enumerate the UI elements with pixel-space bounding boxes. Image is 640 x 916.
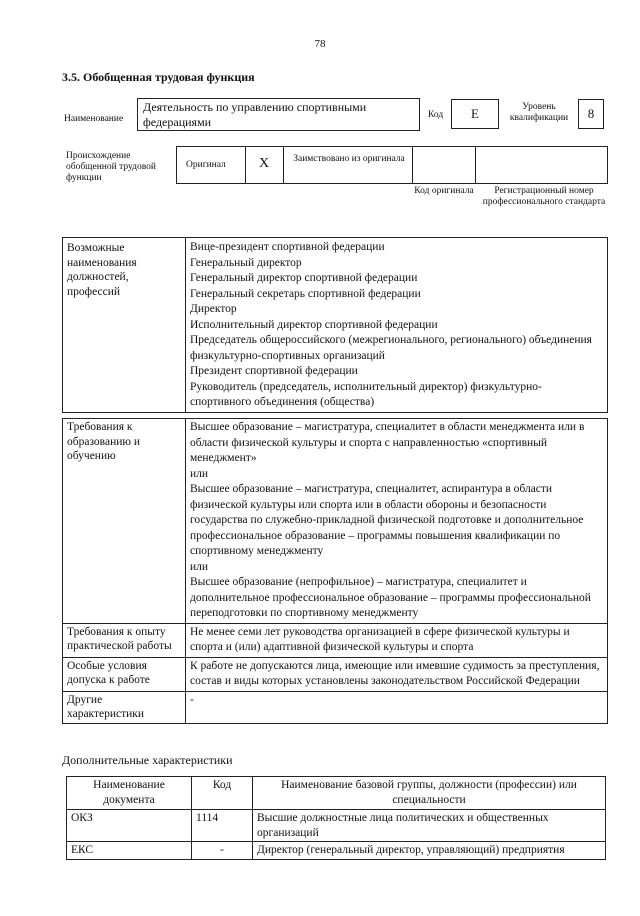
positions-label: Возможные наименования должностей, профессий — [63, 238, 186, 413]
additional-title: Дополнительные характеристики — [62, 753, 233, 767]
position-item: Исполнительный директор спортивной федерации — [190, 318, 438, 331]
row-doc: ЕКС — [67, 842, 192, 860]
conditions-label: Особые условия допуска к работе — [63, 657, 186, 691]
education-item: или — [190, 467, 209, 480]
row-code: - — [192, 842, 253, 860]
position-item: Президент спортивной федерации — [190, 365, 358, 377]
conditions-value: К работе не допускаются лица, имеющие или имевшие судимость за преступления, состав и виды которых установлены законодательством Российской Федерации — [186, 657, 608, 691]
education-label: Требования к образованию и обучению — [63, 419, 186, 624]
section-title: 3.5. Обобщенная трудовая функция — [62, 70, 255, 84]
row-code: 1114 — [192, 810, 253, 842]
position-item: Генеральный директор спортивной федерации — [190, 272, 418, 284]
position-item: Генеральный секретарь спортивной федерации — [190, 287, 421, 300]
col-code-header: Код — [192, 777, 253, 810]
origin-box — [176, 146, 608, 184]
page-number: 78 — [314, 38, 326, 50]
education-item: Высшее образование – магистратура, специалитет, аспирантура в области физической культуры или спорта или в области обороны и безопасности государства по служебно-прикладной физической подготовке и дополнительное профессиональное образование – программы повышения квалификации по спортивному менеджменту — [190, 483, 584, 557]
requirements-table — [62, 418, 608, 724]
experience-label: Требования к опыту практической работы — [63, 623, 186, 657]
name-value: Деятельность по управлению спортивными федерациями — [137, 98, 420, 131]
position-item: Председатель общероссийского (межрегионального, регионального) объединения физкультурно-спортивных организаций — [190, 334, 592, 362]
education-item: Высшее образование (непрофильное) – магистратура, специалитет и дополнительное профессиональное образование – программы профессиональной переподготовки по спортивному менеджменту — [190, 576, 591, 619]
col-doc-header: Наименование документа — [67, 777, 192, 810]
additional-table — [66, 776, 606, 860]
position-item: Директор — [190, 303, 237, 315]
name-label: Наименование — [64, 114, 124, 124]
code-label: Код — [428, 110, 444, 120]
education-item: или — [190, 560, 209, 573]
position-item: Руководитель (председатель, исполнительный директор) физкультурно-спортивного объединения (общества) — [190, 380, 542, 408]
table-row — [67, 842, 606, 860]
original-mark: X — [258, 156, 270, 171]
level-label: Уровень квалификации — [509, 102, 569, 123]
original-label: Оригинал — [186, 160, 226, 170]
experience-value: Не менее семи лет руководства организацией в сфере физической культуры и спорта и (или) адаптивной физической культуры и спорта — [186, 623, 608, 657]
positions-list — [186, 238, 608, 413]
row-name: Директор (генеральный директор, управляющий) предприятия — [253, 842, 606, 860]
education-item: Высшее образование – магистратура, специалитет в области менеджмента или в области физической культуры и спорта с направленностью «спортивный менеджмент» — [190, 421, 585, 464]
position-item: Генеральный директор — [190, 256, 302, 269]
position-item: Вице-президент спортивной федерации — [190, 241, 385, 253]
row-name: Высшие должностные лица политических и общественных организаций — [253, 810, 606, 842]
other-value: - — [186, 691, 608, 723]
code-value: E — [451, 99, 499, 129]
education-list — [186, 419, 608, 624]
level-value: 8 — [578, 99, 604, 129]
table-row — [67, 810, 606, 842]
borrowed-label: Заимствовано из оригинала — [293, 154, 405, 164]
other-label: Другие характеристики — [63, 691, 186, 723]
col-name-header: Наименование базовой группы, должности (профессии) или специальности — [253, 777, 606, 810]
positions-table — [62, 237, 608, 413]
code-original-label: Код оригинала — [414, 186, 474, 196]
origin-label: Происхождение обобщенной трудовой функции — [66, 151, 156, 183]
row-doc: ОКЗ — [67, 810, 192, 842]
reg-number-label: Регистрационный номер профессионального стандарта — [482, 186, 606, 207]
